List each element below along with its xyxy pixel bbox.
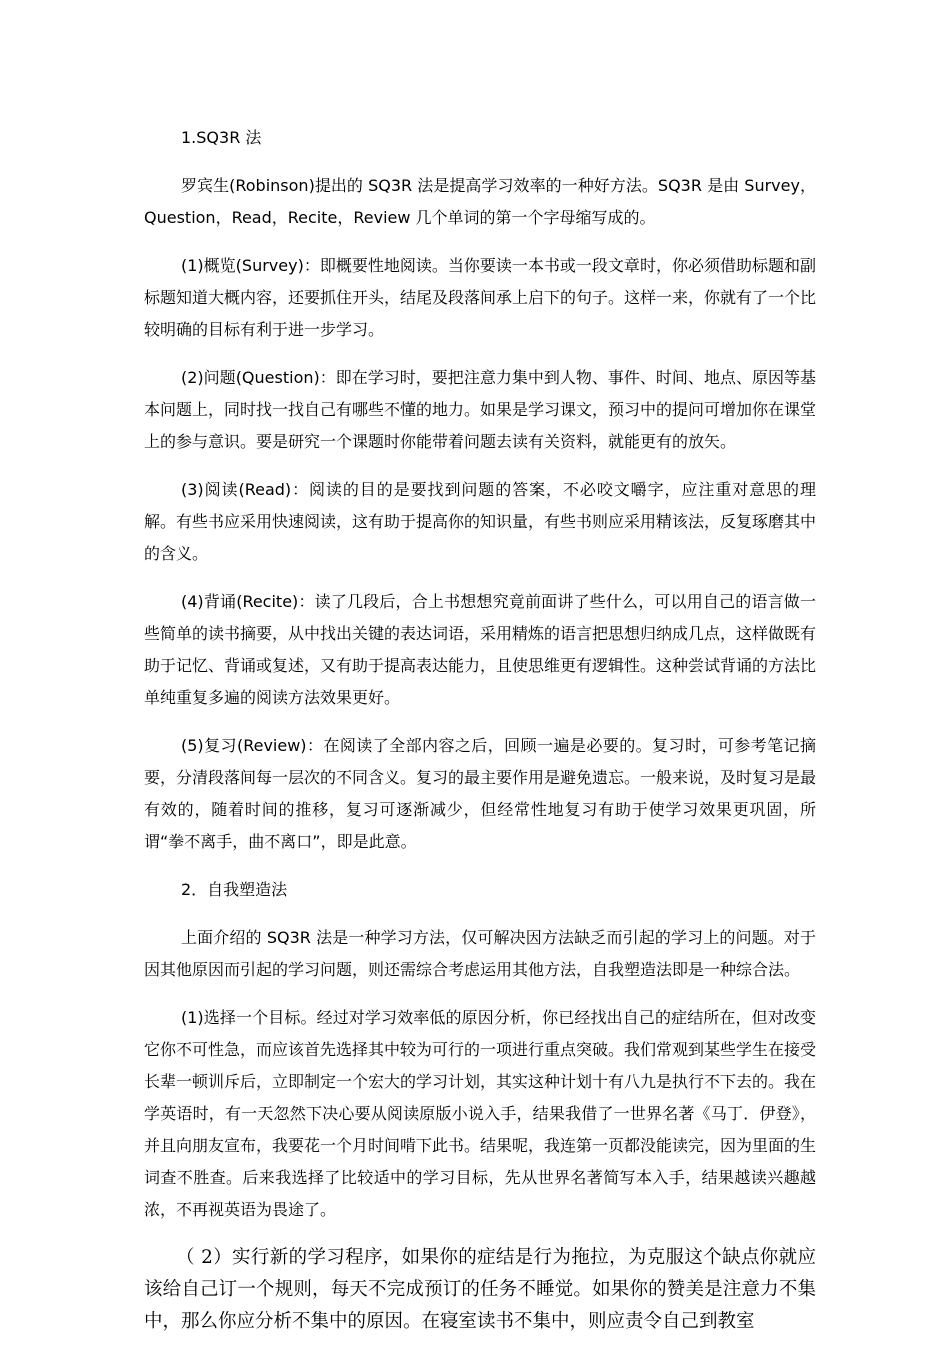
- paragraph-question: (2)问题(Question)：即在学习时，要把注意力集中到人物、事件、时间、地点、原因等基本问题上，同时找一找自己有哪些不懂的地力。如果是学习课文，预习中的提问可增加你在课堂上的参与意识。要是研究一个课题时你能带着问题去读有关资料，就能更有的放矢。: [144, 368, 817, 451]
- paragraph-choose-goal: (1)选择一个目标。经过对学习效率低的原因分析，你已经找出自己的症结所在，但对改变它你不可性急，而应该首先选择其中较为可行的一项进行重点突破。我们常观到某些学生在接受长辈一顿训斥后，立即制定一个宏大的学习计划，其实这种计划十有八九是执行不下去的。我在学英语时，有一天忽然下决心要从阅读原版小说入手，结果我借了一世界名著《马丁．伊登》，并且向朋友宣布，我要花一个月时间啃下此书。结果呢，我连第一页都没能读完，因为里面的生词查不胜查。后来我选择了比较适中的学习目标，先从世界名著简写本入手，结果越读兴趣越浓，不再视英语为畏途了。: [144, 1008, 817, 1219]
- paragraph-self-shaping-intro: 上面介绍的 SQ3R 法是一种学习方法，仅可解决因方法缺乏而引起的学习上的问题。对于因其他原因而引起的学习问题，则还需综合考虑运用其他方法，自我塑造法即是一种综合法。: [144, 928, 816, 979]
- paragraph-review: (5)复习(Review)：在阅读了全部内容之后，回顾一遍是必要的。复习时，可参考笔记摘要，分清段落间每一层次的不同含义。复习的最主要作用是避免遗忘。一般来说，及时复习是最有效的，随着时间的推移，复习可逐渐减少，但经常性地复习有助于使学习效果更巩固，所谓“拳不离手，曲不离口”，即是此意。: [144, 736, 817, 851]
- paragraph-new-procedure: （ 2）实行新的学习程序，如果你的症结是行为拖拉，为克服这个缺点你就应该给自己订一个规则，每天不完成预订的任务不睡觉。如果你的赞美是注意力不集中，那么你应分析不集中的原因。在寝室读书不集中，则应责令自己到教室: [144, 1247, 816, 1332]
- section-heading-self-shaping: 2．自我塑造法: [181, 880, 288, 899]
- paragraph-recite: (4)背诵(Recite)：读了几段后，合上书想想究竟前面讲了些什么，可以用自己的语言做一些简单的读书摘要，从中找出关键的表达词语，采用精炼的语言把思想归纳成几点，这样做既有助于记忆、背诵或复述，又有助于提高表达能力，且使思维更有逻辑性。这种尝试背诵的方法比单纯重复多遍的阅读方法效果更好。: [144, 592, 817, 707]
- document-body: [144, 122, 816, 1354]
- paragraph-sq3r-intro: 罗宾生(Robinson)提出的 SQ3R 法是提高学习效率的一种好方法。SQ3R 是由 Survey，Question，Read，Recite，Review 几个单词的第一个字母缩写成的。: [144, 176, 816, 227]
- paragraph-read: (3)阅读(Read)：阅读的目的是要找到问题的答案，不必咬文嚼字，应注重对意思的理解。有些书应采用快速阅读，这有助于提高你的知识量，有些书则应采用精该法，反复琢磨其中的含义。: [144, 480, 817, 563]
- section-heading-sq3r: 1.SQ3R 法: [181, 128, 262, 147]
- paragraph-survey: (1)概览(Survey)：即概要性地阅读。当你要读一本书或一段文章时，你必须借助标题和副标题知道大概内容，还要抓住开头，结尾及段落间承上启下的句子。这样一来，你就有了一个比较明确的目标有利于进一步学习。: [144, 256, 817, 339]
